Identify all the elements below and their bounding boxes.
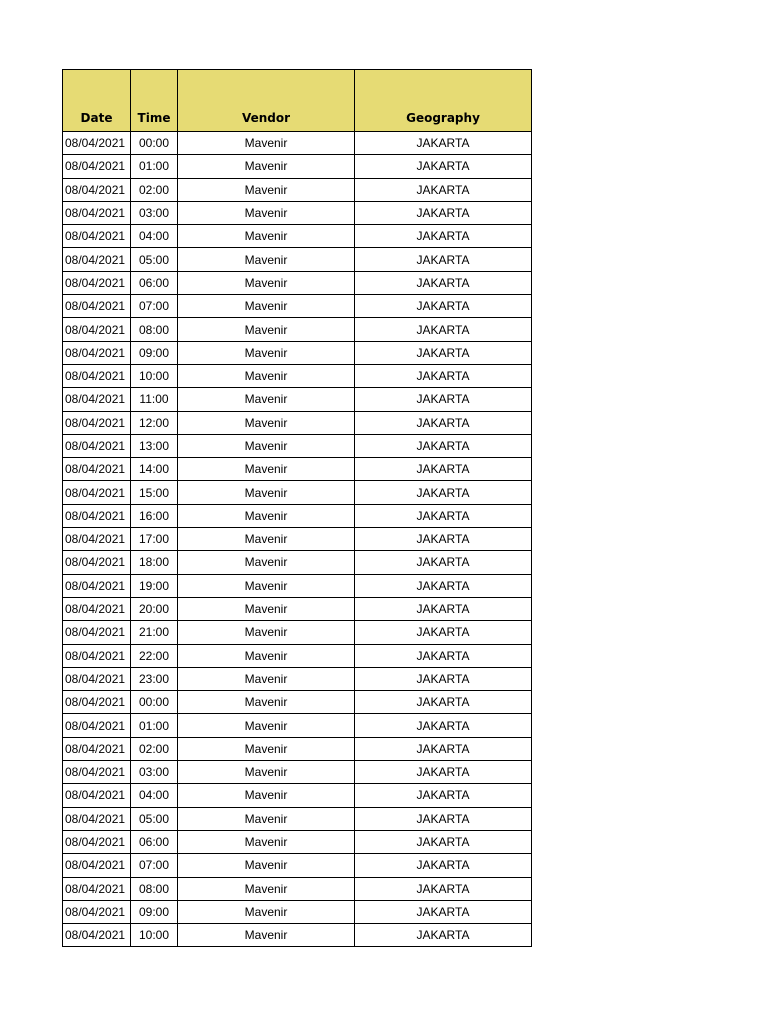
date-cell: 08/04/2021 bbox=[63, 295, 131, 318]
vendor-cell: Mavenir bbox=[178, 271, 355, 294]
table-row bbox=[63, 341, 532, 364]
vendor-cell: Mavenir bbox=[178, 621, 355, 644]
date-cell: 08/04/2021 bbox=[63, 574, 131, 597]
table-row bbox=[63, 900, 532, 923]
date-cell: 08/04/2021 bbox=[63, 737, 131, 760]
vendor-cell: Mavenir bbox=[178, 691, 355, 714]
geography-cell: JAKARTA bbox=[355, 737, 532, 760]
vendor-cell: Mavenir bbox=[178, 574, 355, 597]
date-cell: 08/04/2021 bbox=[63, 178, 131, 201]
geography-cell: JAKARTA bbox=[355, 854, 532, 877]
geography-cell: JAKARTA bbox=[355, 528, 532, 551]
header-date: Date bbox=[63, 70, 131, 132]
time-cell: 21:00 bbox=[131, 621, 178, 644]
vendor-cell: Mavenir bbox=[178, 737, 355, 760]
header-time: Time bbox=[131, 70, 178, 132]
geography-cell: JAKARTA bbox=[355, 271, 532, 294]
table-row bbox=[63, 364, 532, 387]
table-row bbox=[63, 201, 532, 224]
geography-cell: JAKARTA bbox=[355, 364, 532, 387]
date-cell: 08/04/2021 bbox=[63, 877, 131, 900]
vendor-cell: Mavenir bbox=[178, 854, 355, 877]
time-cell: 00:00 bbox=[131, 691, 178, 714]
vendor-cell: Mavenir bbox=[178, 178, 355, 201]
time-cell: 22:00 bbox=[131, 644, 178, 667]
time-cell: 12:00 bbox=[131, 411, 178, 434]
table-row bbox=[63, 528, 532, 551]
vendor-cell: Mavenir bbox=[178, 341, 355, 364]
time-cell: 08:00 bbox=[131, 318, 178, 341]
time-cell: 06:00 bbox=[131, 830, 178, 853]
time-cell: 15:00 bbox=[131, 481, 178, 504]
geography-cell: JAKARTA bbox=[355, 504, 532, 527]
time-cell: 01:00 bbox=[131, 155, 178, 178]
table-header bbox=[63, 70, 532, 132]
time-cell: 05:00 bbox=[131, 807, 178, 830]
date-cell: 08/04/2021 bbox=[63, 551, 131, 574]
time-cell: 10:00 bbox=[131, 364, 178, 387]
time-cell: 04:00 bbox=[131, 225, 178, 248]
geography-cell: JAKARTA bbox=[355, 714, 532, 737]
time-cell: 03:00 bbox=[131, 201, 178, 224]
table-row bbox=[63, 667, 532, 690]
time-cell: 00:00 bbox=[131, 132, 178, 155]
date-cell: 08/04/2021 bbox=[63, 504, 131, 527]
table-row bbox=[63, 691, 532, 714]
geography-cell: JAKARTA bbox=[355, 155, 532, 178]
table-row bbox=[63, 295, 532, 318]
geography-cell: JAKARTA bbox=[355, 621, 532, 644]
geography-cell: JAKARTA bbox=[355, 481, 532, 504]
geography-cell: JAKARTA bbox=[355, 924, 532, 947]
date-cell: 08/04/2021 bbox=[63, 900, 131, 923]
geography-cell: JAKARTA bbox=[355, 830, 532, 853]
table-body bbox=[63, 132, 532, 947]
time-cell: 17:00 bbox=[131, 528, 178, 551]
table-row bbox=[63, 761, 532, 784]
table-row bbox=[63, 784, 532, 807]
vendor-cell: Mavenir bbox=[178, 597, 355, 620]
table-row bbox=[63, 411, 532, 434]
table-row bbox=[63, 574, 532, 597]
date-cell: 08/04/2021 bbox=[63, 411, 131, 434]
date-cell: 08/04/2021 bbox=[63, 318, 131, 341]
date-cell: 08/04/2021 bbox=[63, 691, 131, 714]
date-cell: 08/04/2021 bbox=[63, 644, 131, 667]
vendor-cell: Mavenir bbox=[178, 318, 355, 341]
geography-cell: JAKARTA bbox=[355, 784, 532, 807]
date-cell: 08/04/2021 bbox=[63, 388, 131, 411]
geography-cell: JAKARTA bbox=[355, 225, 532, 248]
time-cell: 07:00 bbox=[131, 295, 178, 318]
geography-cell: JAKARTA bbox=[355, 691, 532, 714]
vendor-cell: Mavenir bbox=[178, 761, 355, 784]
date-cell: 08/04/2021 bbox=[63, 201, 131, 224]
vendor-cell: Mavenir bbox=[178, 830, 355, 853]
time-cell: 09:00 bbox=[131, 341, 178, 364]
date-cell: 08/04/2021 bbox=[63, 667, 131, 690]
date-cell: 08/04/2021 bbox=[63, 364, 131, 387]
table-row bbox=[63, 225, 532, 248]
header-row bbox=[63, 70, 532, 132]
geography-cell: JAKARTA bbox=[355, 132, 532, 155]
time-cell: 02:00 bbox=[131, 178, 178, 201]
vendor-cell: Mavenir bbox=[178, 714, 355, 737]
geography-cell: JAKARTA bbox=[355, 248, 532, 271]
table-row bbox=[63, 248, 532, 271]
vendor-cell: Mavenir bbox=[178, 458, 355, 481]
time-cell: 01:00 bbox=[131, 714, 178, 737]
table-row bbox=[63, 551, 532, 574]
time-cell: 04:00 bbox=[131, 784, 178, 807]
table-row bbox=[63, 434, 532, 457]
date-cell: 08/04/2021 bbox=[63, 434, 131, 457]
table-row bbox=[63, 178, 532, 201]
geography-cell: JAKARTA bbox=[355, 807, 532, 830]
vendor-cell: Mavenir bbox=[178, 784, 355, 807]
geography-cell: JAKARTA bbox=[355, 318, 532, 341]
time-cell: 11:00 bbox=[131, 388, 178, 411]
table-row bbox=[63, 877, 532, 900]
table-row bbox=[63, 737, 532, 760]
geography-cell: JAKARTA bbox=[355, 877, 532, 900]
time-cell: 20:00 bbox=[131, 597, 178, 620]
vendor-cell: Mavenir bbox=[178, 295, 355, 318]
time-cell: 19:00 bbox=[131, 574, 178, 597]
vendor-cell: Mavenir bbox=[178, 434, 355, 457]
spreadsheet bbox=[62, 69, 532, 947]
time-cell: 06:00 bbox=[131, 271, 178, 294]
date-cell: 08/04/2021 bbox=[63, 761, 131, 784]
date-cell: 08/04/2021 bbox=[63, 225, 131, 248]
table-row bbox=[63, 854, 532, 877]
table-row bbox=[63, 458, 532, 481]
geography-cell: JAKARTA bbox=[355, 388, 532, 411]
geography-cell: JAKARTA bbox=[355, 551, 532, 574]
time-cell: 09:00 bbox=[131, 900, 178, 923]
date-cell: 08/04/2021 bbox=[63, 458, 131, 481]
time-cell: 05:00 bbox=[131, 248, 178, 271]
date-cell: 08/04/2021 bbox=[63, 854, 131, 877]
vendor-cell: Mavenir bbox=[178, 201, 355, 224]
table-row bbox=[63, 132, 532, 155]
time-cell: 14:00 bbox=[131, 458, 178, 481]
date-cell: 08/04/2021 bbox=[63, 714, 131, 737]
geography-cell: JAKARTA bbox=[355, 434, 532, 457]
time-cell: 23:00 bbox=[131, 667, 178, 690]
vendor-cell: Mavenir bbox=[178, 225, 355, 248]
vendor-cell: Mavenir bbox=[178, 411, 355, 434]
time-cell: 13:00 bbox=[131, 434, 178, 457]
header-vendor: Vendor bbox=[178, 70, 355, 132]
geography-cell: JAKARTA bbox=[355, 295, 532, 318]
vendor-cell: Mavenir bbox=[178, 155, 355, 178]
geography-cell: JAKARTA bbox=[355, 458, 532, 481]
vendor-cell: Mavenir bbox=[178, 551, 355, 574]
table-row bbox=[63, 644, 532, 667]
geography-cell: JAKARTA bbox=[355, 201, 532, 224]
date-cell: 08/04/2021 bbox=[63, 481, 131, 504]
vendor-cell: Mavenir bbox=[178, 481, 355, 504]
table-row bbox=[63, 830, 532, 853]
time-cell: 18:00 bbox=[131, 551, 178, 574]
geography-cell: JAKARTA bbox=[355, 597, 532, 620]
data-table bbox=[62, 69, 532, 947]
table-row bbox=[63, 481, 532, 504]
geography-cell: JAKARTA bbox=[355, 644, 532, 667]
vendor-cell: Mavenir bbox=[178, 504, 355, 527]
time-cell: 02:00 bbox=[131, 737, 178, 760]
vendor-cell: Mavenir bbox=[178, 364, 355, 387]
time-cell: 08:00 bbox=[131, 877, 178, 900]
date-cell: 08/04/2021 bbox=[63, 924, 131, 947]
date-cell: 08/04/2021 bbox=[63, 597, 131, 620]
table-row bbox=[63, 714, 532, 737]
vendor-cell: Mavenir bbox=[178, 924, 355, 947]
vendor-cell: Mavenir bbox=[178, 900, 355, 923]
vendor-cell: Mavenir bbox=[178, 528, 355, 551]
time-cell: 03:00 bbox=[131, 761, 178, 784]
date-cell: 08/04/2021 bbox=[63, 830, 131, 853]
date-cell: 08/04/2021 bbox=[63, 784, 131, 807]
header-geography: Geography bbox=[355, 70, 532, 132]
table-row bbox=[63, 504, 532, 527]
date-cell: 08/04/2021 bbox=[63, 248, 131, 271]
time-cell: 16:00 bbox=[131, 504, 178, 527]
table-row bbox=[63, 271, 532, 294]
date-cell: 08/04/2021 bbox=[63, 621, 131, 644]
vendor-cell: Mavenir bbox=[178, 667, 355, 690]
table-row bbox=[63, 621, 532, 644]
vendor-cell: Mavenir bbox=[178, 644, 355, 667]
geography-cell: JAKARTA bbox=[355, 900, 532, 923]
vendor-cell: Mavenir bbox=[178, 132, 355, 155]
table-row bbox=[63, 318, 532, 341]
table-row bbox=[63, 924, 532, 947]
vendor-cell: Mavenir bbox=[178, 877, 355, 900]
date-cell: 08/04/2021 bbox=[63, 341, 131, 364]
geography-cell: JAKARTA bbox=[355, 667, 532, 690]
time-cell: 10:00 bbox=[131, 924, 178, 947]
geography-cell: JAKARTA bbox=[355, 411, 532, 434]
vendor-cell: Mavenir bbox=[178, 388, 355, 411]
table-row bbox=[63, 155, 532, 178]
date-cell: 08/04/2021 bbox=[63, 528, 131, 551]
table-row bbox=[63, 597, 532, 620]
table-row bbox=[63, 807, 532, 830]
date-cell: 08/04/2021 bbox=[63, 807, 131, 830]
date-cell: 08/04/2021 bbox=[63, 132, 131, 155]
date-cell: 08/04/2021 bbox=[63, 271, 131, 294]
vendor-cell: Mavenir bbox=[178, 807, 355, 830]
geography-cell: JAKARTA bbox=[355, 574, 532, 597]
geography-cell: JAKARTA bbox=[355, 178, 532, 201]
table-row bbox=[63, 388, 532, 411]
time-cell: 07:00 bbox=[131, 854, 178, 877]
geography-cell: JAKARTA bbox=[355, 761, 532, 784]
date-cell: 08/04/2021 bbox=[63, 155, 131, 178]
vendor-cell: Mavenir bbox=[178, 248, 355, 271]
geography-cell: JAKARTA bbox=[355, 341, 532, 364]
